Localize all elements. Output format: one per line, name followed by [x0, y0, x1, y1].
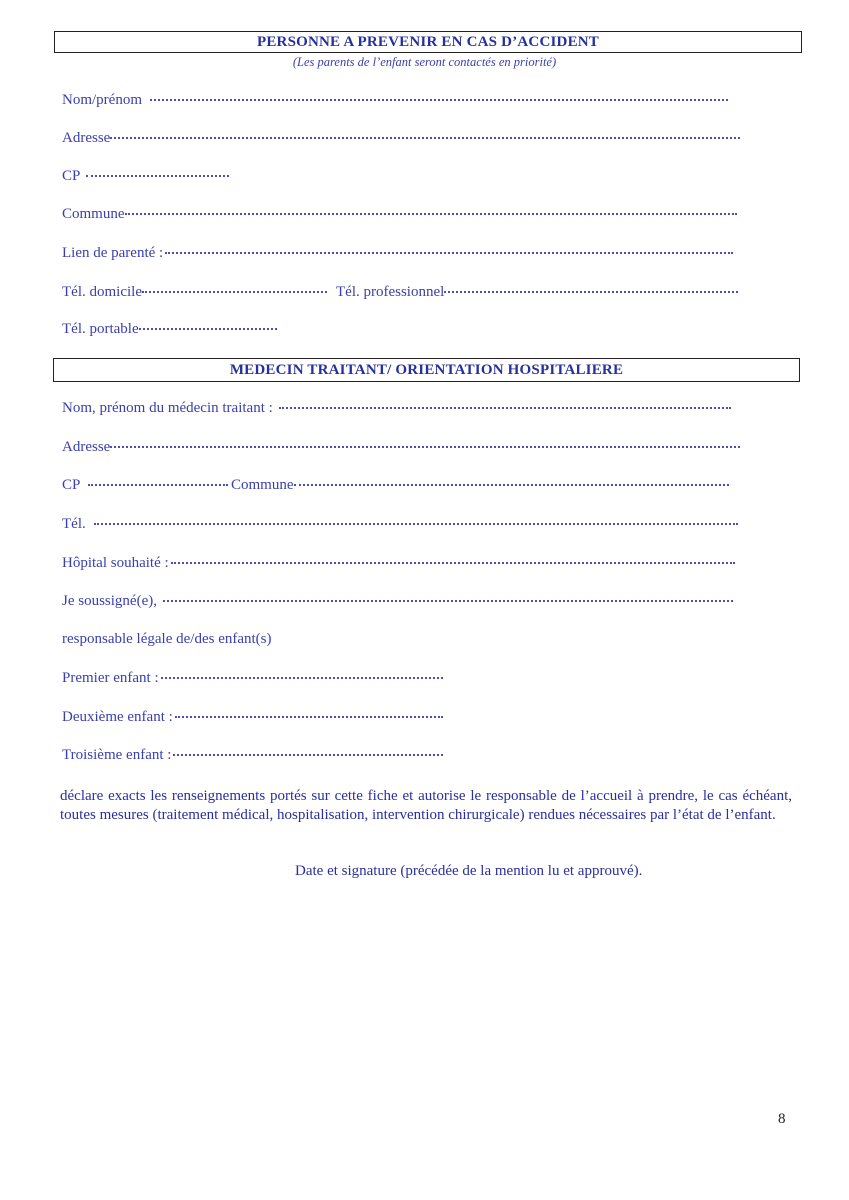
field-nom-medecin[interactable] — [62, 400, 731, 417]
field-tel-professionnel[interactable] — [336, 284, 738, 301]
fill-line — [139, 328, 277, 330]
field-label: Adresse — [62, 439, 111, 455]
field-label: Lien de parenté : — [62, 245, 164, 261]
field-label: Commune — [231, 477, 294, 493]
field-label: Deuxième enfant : — [62, 709, 173, 725]
responsable-text — [62, 631, 272, 648]
fill-line — [279, 407, 731, 409]
field-label: Nom/prénom — [62, 92, 142, 108]
fill-line — [175, 716, 443, 718]
fill-line — [110, 137, 740, 139]
field-label: Premier enfant : — [62, 670, 159, 686]
field-cp-medecin[interactable] — [62, 477, 228, 494]
field-commune[interactable] — [62, 206, 737, 223]
field-label: CP — [62, 477, 80, 493]
field-deuxieme-enfant[interactable] — [62, 709, 443, 726]
field-label: Tél. — [62, 516, 86, 532]
fill-line — [163, 600, 733, 602]
field-label: Tél. domicile — [62, 284, 142, 300]
field-label: Tél. professionnel — [336, 284, 445, 300]
fill-line — [165, 252, 733, 254]
fill-line — [171, 562, 735, 564]
field-adresse[interactable] — [62, 130, 740, 147]
fill-line — [125, 213, 737, 215]
field-tel-portable[interactable] — [62, 321, 277, 338]
field-troisieme-enfant[interactable] — [62, 747, 443, 764]
page-number: 8 — [778, 1111, 786, 1127]
field-label: Tél. portable — [62, 321, 139, 337]
field-hopital[interactable] — [62, 555, 735, 572]
field-soussigne[interactable] — [62, 593, 733, 610]
section-header-medecin — [53, 358, 800, 382]
fill-line — [110, 446, 740, 448]
field-label: Commune — [62, 206, 125, 222]
field-commune-medecin[interactable] — [231, 477, 729, 494]
fill-line — [88, 484, 228, 486]
declaration-paragraph: déclare exacts les renseignements portés sur cette fiche et autorise le responsable de l’accueil à prendre, le cas échéant, toutes mesures (traitement médical, hospitalisation, intervention chirurgicale) rendues nécessaires par l’état de l’enfant. — [60, 788, 792, 823]
fill-line — [173, 754, 443, 756]
field-label: CP — [62, 168, 80, 184]
section-title-accident: PERSONNE A PREVENIR EN CAS D’ACCIDENT — [256, 34, 600, 50]
fill-line — [86, 175, 229, 177]
field-cp[interactable] — [62, 168, 229, 185]
field-tel-medecin[interactable] — [62, 516, 738, 533]
field-label: responsable légale de/des enfant(s) — [62, 631, 272, 647]
fill-line — [150, 99, 728, 101]
section-title-medecin: MEDECIN TRAITANT/ ORIENTATION HOSPITALIERE — [229, 362, 624, 378]
field-label: Adresse — [62, 130, 111, 146]
fill-line — [161, 677, 443, 679]
section-subtitle-accident: (Les parents de l’enfant seront contactés en priorité) — [292, 55, 557, 69]
field-adresse-medecin[interactable] — [62, 439, 740, 456]
fill-line — [94, 523, 738, 525]
field-label: Hôpital souhaité : — [62, 555, 169, 571]
signature-instruction: Date et signature (précédée de la mention lu et approuvé). — [295, 863, 643, 879]
field-label: Je soussigné(e), — [62, 593, 157, 609]
field-label: Nom, prénom du médecin traitant : — [62, 400, 273, 416]
field-lien-parente[interactable] — [62, 245, 733, 262]
fill-line — [142, 291, 327, 293]
field-tel-domicile[interactable] — [62, 284, 327, 301]
fill-line — [294, 484, 729, 486]
field-label: Troisième enfant : — [62, 747, 172, 763]
field-nom-prenom[interactable] — [62, 92, 728, 109]
field-premier-enfant[interactable] — [62, 670, 443, 687]
fill-line — [444, 291, 738, 293]
section-header-accident — [54, 31, 802, 53]
